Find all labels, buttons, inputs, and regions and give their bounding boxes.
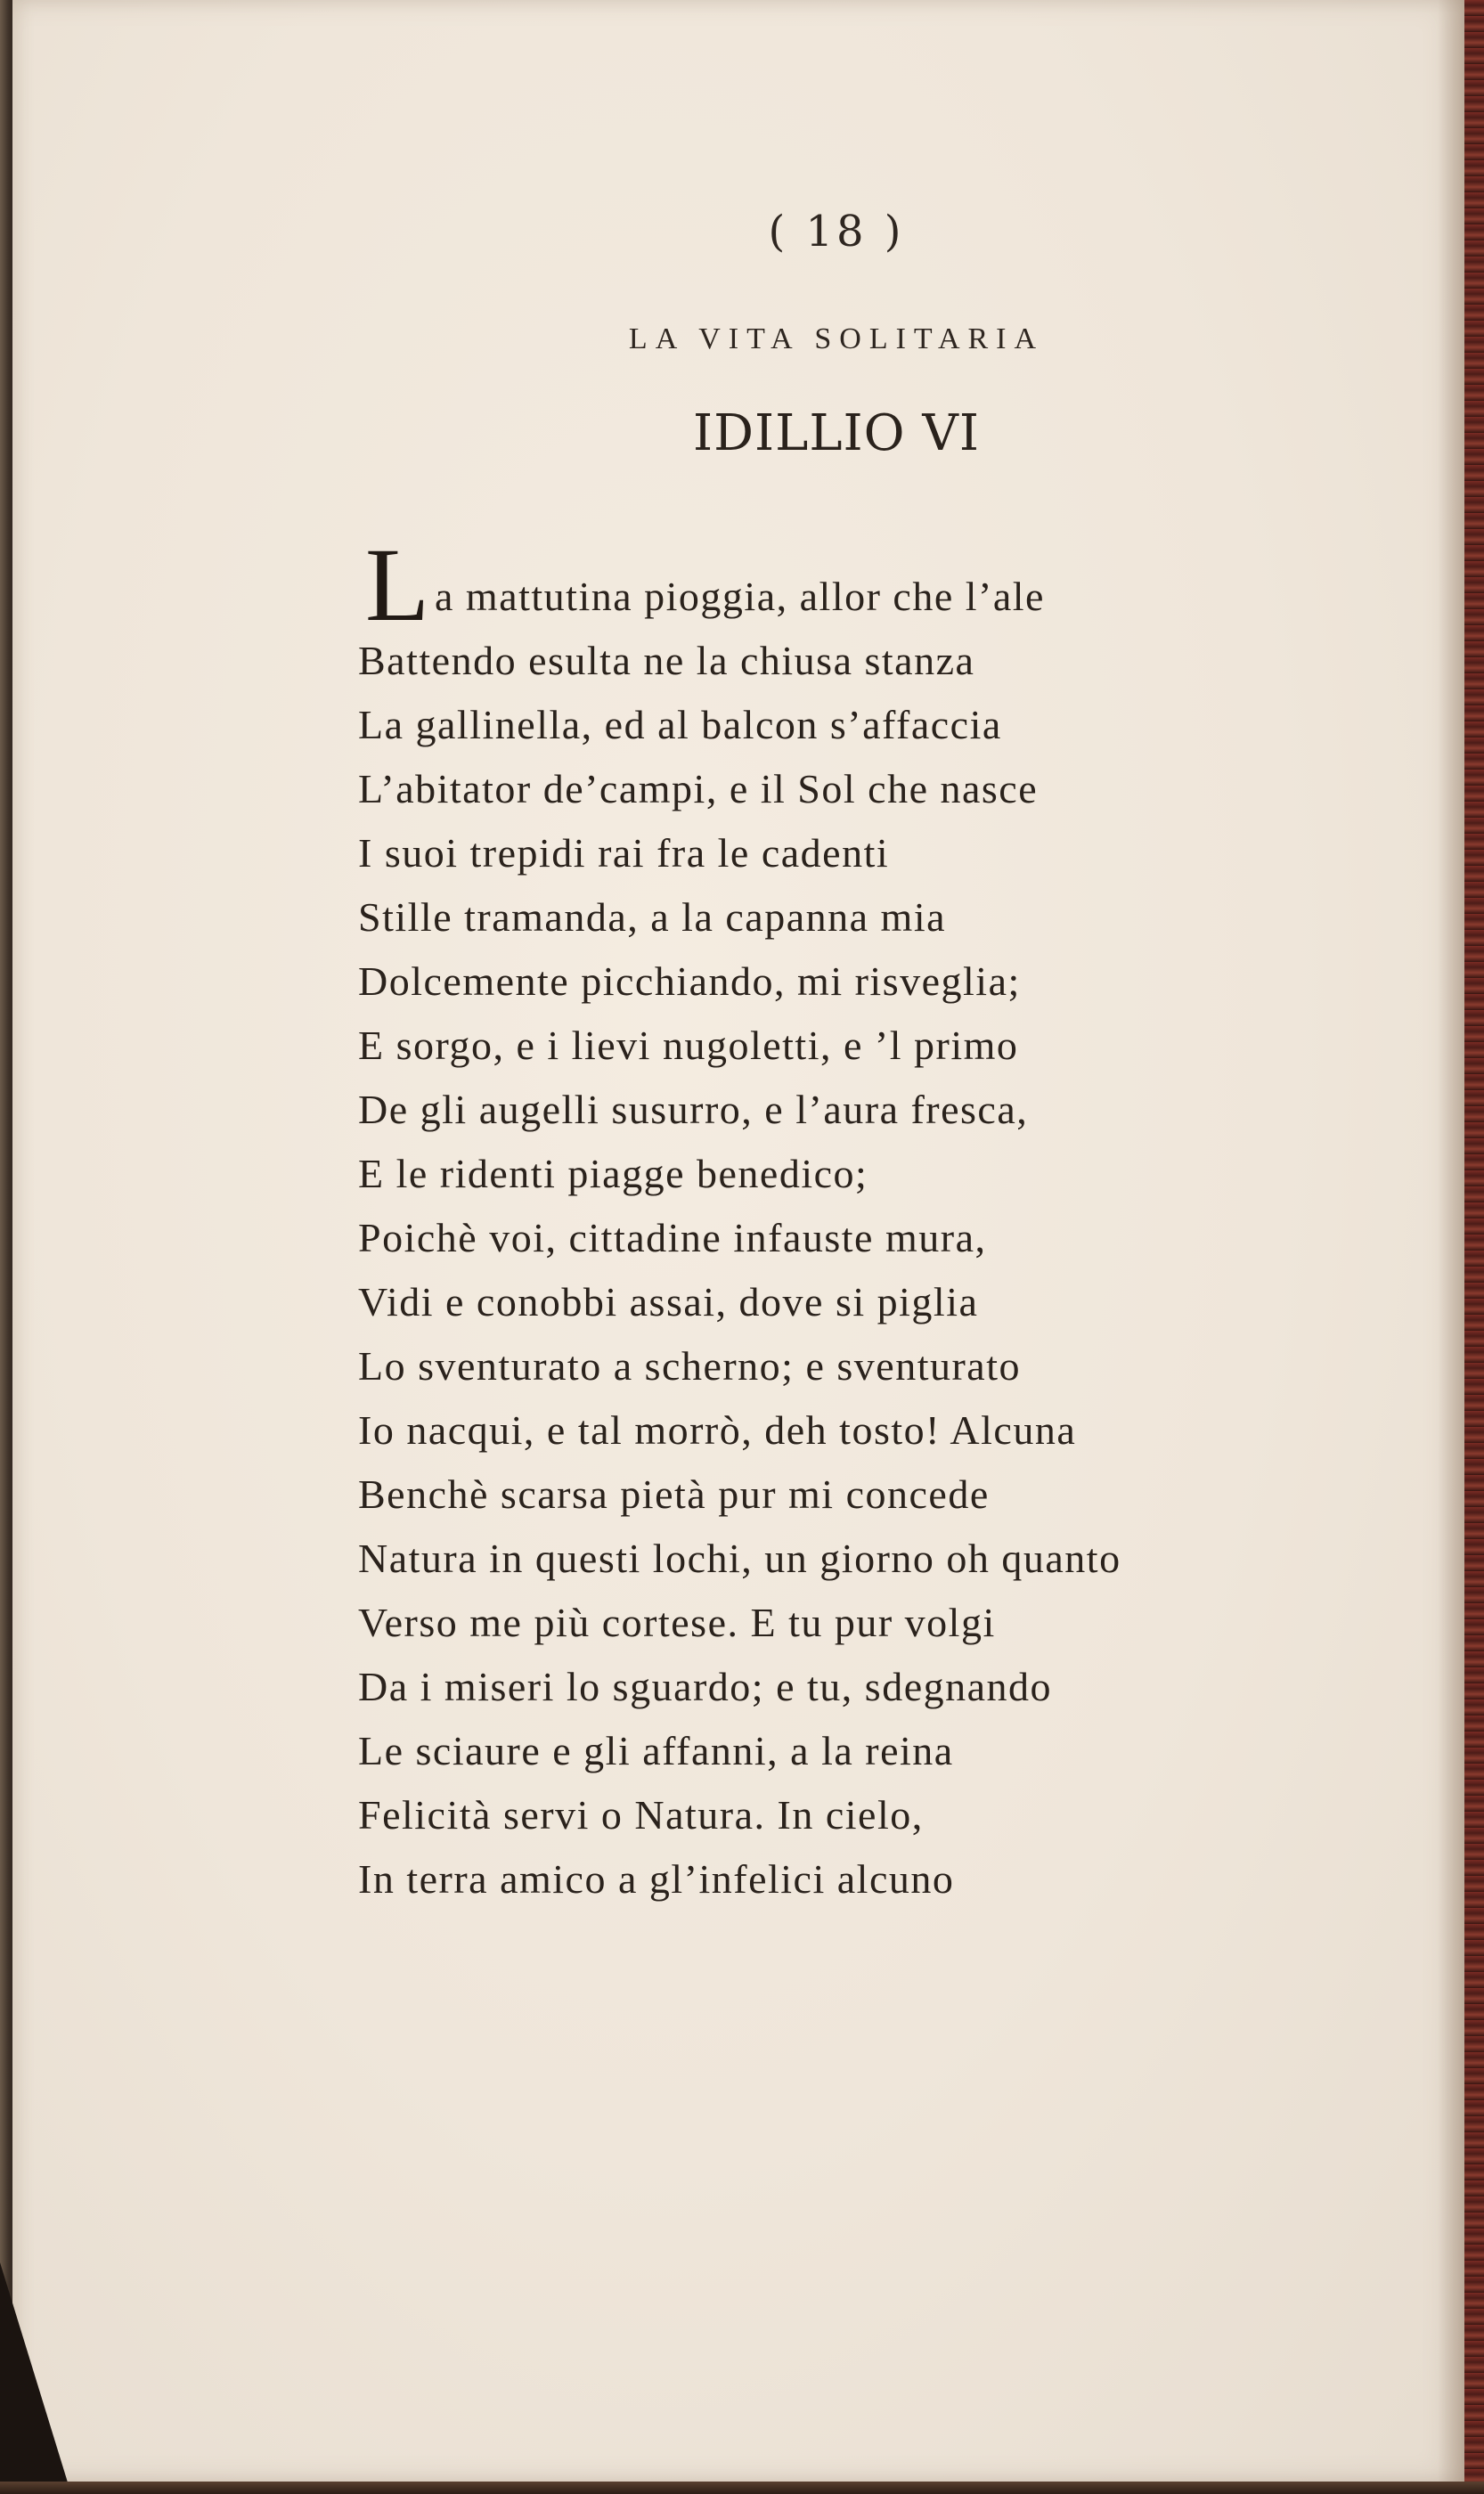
poem-line: Felicità servi o Natura. In cielo, [358, 1792, 924, 1838]
poem-line: E sorgo, e i lievi nugoletti, e ’l primo [358, 1023, 1019, 1068]
bottom-edge [0, 2482, 1484, 2494]
page-number: ( 18 ) [768, 207, 905, 257]
poem-line: Da i miseri lo sguardo; e tu, sdegnando [358, 1664, 1053, 1709]
poem-line: Natura in questi lochi, un giorno oh quanto [358, 1536, 1121, 1581]
book-edge [1464, 0, 1484, 2494]
poem-line: La gallinella, ed al balcon s’affaccia [358, 702, 1002, 747]
poem-line: Le sciaure e gli affanni, a la reina [358, 1728, 954, 1773]
section-title: IDILLIO VI [693, 404, 980, 462]
poem-line: Dolcemente picchiando, mi risveglia; [358, 958, 1021, 1004]
poem-line: Benchè scarsa pietà pur mi concede [358, 1471, 990, 1517]
poem-line: Vidi e conobbi assai, dove si piglia [358, 1279, 979, 1324]
poem-line: I suoi trepidi rai fra le cadenti [358, 830, 890, 876]
poem-line: Lo sventurato a scherno; e sventurato [358, 1343, 1021, 1389]
poem-line: E le ridenti piagge benedico; [358, 1151, 868, 1196]
poem-line: De gli augelli susurro, e l’aura fresca, [358, 1087, 1029, 1132]
paper-page [12, 0, 1464, 2482]
poem-line: Io nacqui, e tal morrò, deh tosto! Alcuna [358, 1407, 1077, 1453]
page-corner-shadow [0, 2262, 71, 2494]
drop-cap: L [365, 526, 430, 643]
poem-text [358, 565, 1391, 1911]
poem-line: Stille tramanda, a la capanna mia [358, 894, 947, 940]
poem-line: Poichè voi, cittadine infauste mura, [358, 1215, 987, 1260]
poem-line: In terra amico a gl’infelici alcuno [358, 1856, 955, 1902]
poem-line: Battendo esulta ne la chiusa stanza [358, 638, 975, 683]
running-title: LA VITA SOLITARIA [628, 322, 1045, 355]
poem-line: a mattutina pioggia, allor che l’ale [435, 574, 1045, 619]
poem-line: Verso me più cortese. E tu pur volgi [358, 1600, 996, 1645]
poem-line: L’abitator de’campi, e il Sol che nasce [358, 766, 1039, 811]
